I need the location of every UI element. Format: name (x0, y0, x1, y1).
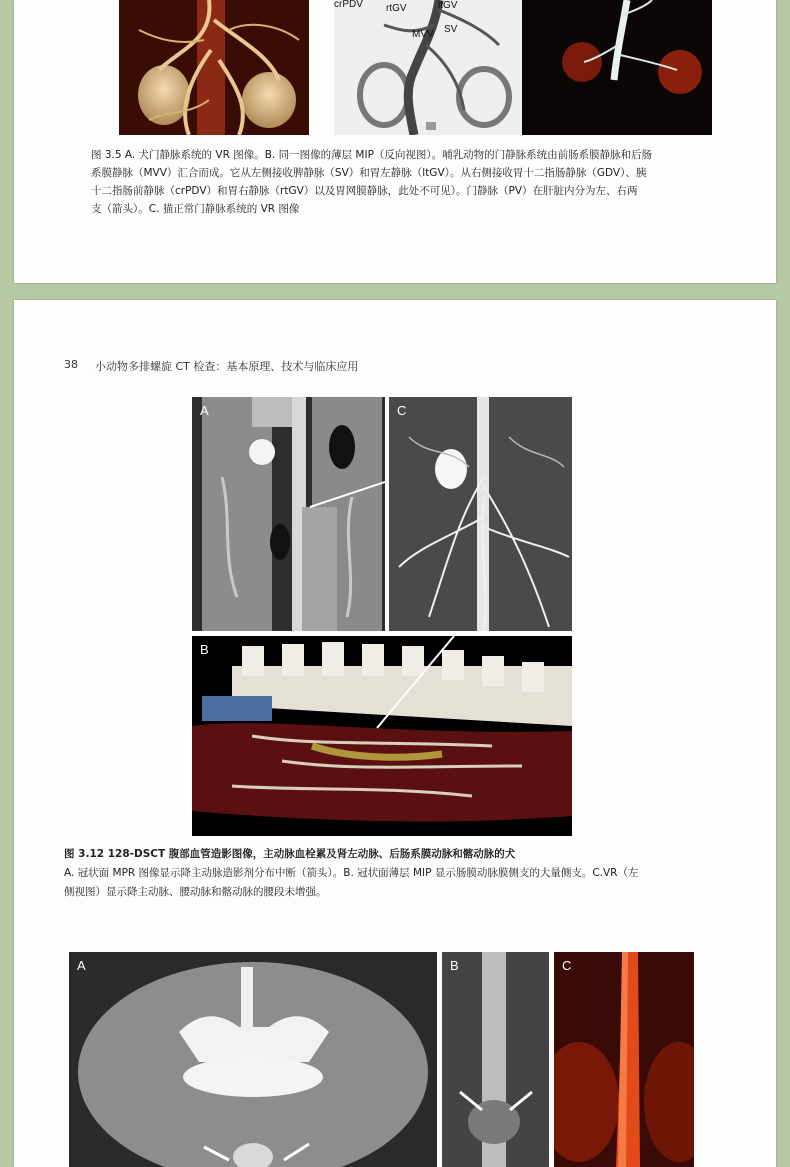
mip-portal-image (334, 0, 530, 135)
figure-3-12-caption (64, 845, 734, 902)
cat-vr-image (522, 0, 712, 135)
vr-portal-image (119, 0, 309, 135)
coronal-mip-image (442, 952, 549, 1167)
label-rtgv: rtGV (386, 3, 407, 14)
figure-3-5-panel-a (119, 0, 309, 135)
label-sv: SV (444, 24, 458, 35)
caption-line: 支（箭头）。C. 猫正常门静脉系统的 VR 图像 (91, 203, 300, 215)
book-page-top (14, 0, 776, 283)
panel-label-c: C (397, 403, 407, 418)
caption-line: A. 冠状面 MPR 图像显示降主动脉造影剂分布中断（箭头）。B. 冠状面薄层 MIP 显示肠膜动脉膜侧支的大量侧支。C.VR（左 (64, 867, 639, 879)
label-mvv: MVV (412, 29, 434, 40)
axial-ct-image (69, 952, 437, 1167)
caption-title: 图 3.12 128-DSCT 腹部血管造影图像，主动脉血栓累及肾左动脉、后肠系膜动脉和髂动脉的犬 (64, 848, 516, 860)
running-title: 小动物多排螺旋 CT 检查：基本原理、技术与临床应用 (95, 360, 359, 373)
panel-label-b: B (450, 958, 459, 973)
label-ltgv: ltGV (438, 0, 458, 11)
panel-label-b: B (200, 642, 209, 657)
thin-mip-image (389, 397, 572, 631)
caption-line: 侧视图）显示降主动脉、腰动脉和髂动脉的腰段未增强。 (64, 886, 327, 898)
vr-lateral-image (192, 636, 572, 836)
caption-line: 图 3.5 A. 犬门静脉系统的 VR 图像。B. 同一图像的薄层 MIP（反向视图）。哺乳动物的门静脉系统由前肠系膜静脉和后肠 (91, 149, 653, 161)
panel-label-a: A (77, 958, 86, 973)
next-figure-panel-c (554, 952, 694, 1167)
caption-line: 系膜静脉（MVV）汇合而成。它从左侧接收脾静脉（SV）和胃左静脉（ltGV）。从右侧接收胃十二指肠静脉（GDV）、胰 (91, 167, 647, 179)
figure-3-5-caption (91, 146, 731, 218)
figure-3-5-panel-b (334, 0, 530, 135)
panel-label-c: C (562, 958, 572, 973)
figure-3-12-panel-b (192, 636, 572, 836)
label-crpdv: crPDV (334, 0, 363, 10)
next-figure-panel-a (69, 952, 437, 1167)
caption-line: 十二指肠前静脉（crPDV）和胃右静脉（rtGV）以及胃网膜静脉，此处不可见）。门静脉（PV）在肝脏内分为左、右两 (91, 185, 638, 197)
figure-3-12-panel-c (389, 397, 572, 631)
figure-3-12-panel-a (192, 397, 385, 631)
vr-aorta-image (554, 952, 694, 1167)
panel-label-a: A (200, 403, 209, 418)
next-figure-panel-b (442, 952, 549, 1167)
page-number: 38 (64, 358, 78, 371)
mpr-coronal-image (192, 397, 385, 631)
book-page-main (14, 300, 776, 1167)
figure-3-5-panel-c (522, 0, 712, 135)
